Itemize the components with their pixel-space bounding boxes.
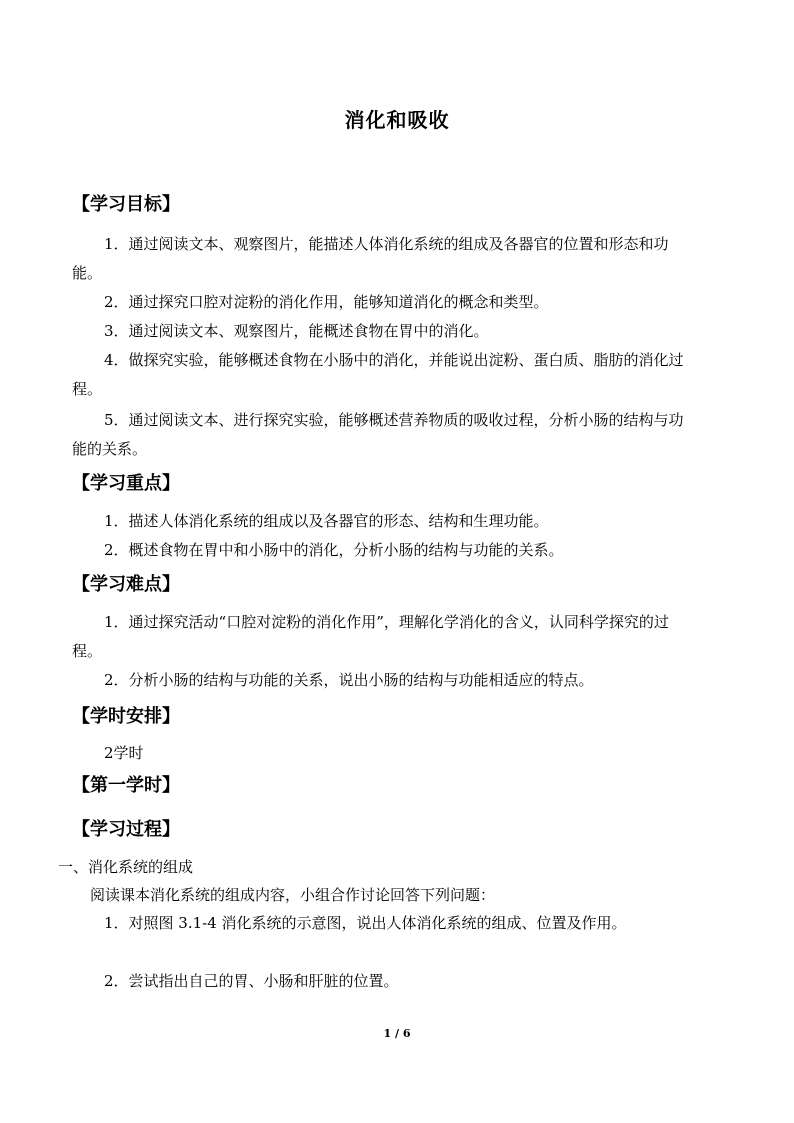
goal-line: 5．通过阅读文本、进行探究实验，能够概述营养物质的吸收过程，分析小肠的结构与功 [104,411,684,429]
section-heading-schedule: 【学时安排】 [72,706,180,727]
goal-line: 程。 [72,380,103,398]
page-number: 1 / 6 [383,1027,411,1040]
section-heading-key-points: 【学习重点】 [72,473,180,494]
difficulty-line: 1．通过探究活动“口腔对淀粉的消化作用”，理解化学消化的含义，认同科学探究的过 [104,613,669,631]
schedule-text: 2学时 [104,744,144,762]
section-heading-goals: 【学习目标】 [72,194,180,215]
process-question: 2．尝试指出自己的胃、小肠和肝脏的位置。 [104,972,399,990]
document-title: 消化和吸收 [344,108,450,132]
section-heading-process: 【学习过程】 [72,819,180,840]
process-line: 阅读课本消化系统的组成内容，小组合作讨论回答下列问题： [90,886,496,904]
goal-line: 1．通过阅读文本、观察图片，能描述人体消化系统的组成及各器官的位置和形态和功 [104,235,669,253]
process-subheading: 一、消化系统的组成 [58,858,194,876]
goal-line: 能。 [72,264,103,282]
process-question: 1．对照图 3.1-4 消化系统的示意图，说出人体消化系统的组成、位置及作用。 [104,914,627,932]
goal-line: 能的关系。 [72,440,148,458]
key-point-line: 2．概述食物在胃中和小肠中的消化，分析小肠的结构与功能的关系。 [104,541,564,559]
difficulty-line: 2．分析小肠的结构与功能的关系，说出小肠的结构与功能相适应的特点。 [104,671,594,689]
goal-line: 4．做探究实验，能够概述食物在小肠中的消化，并能说出淀粉、蛋白质、脂肪的消化过 [104,351,684,369]
section-heading-difficulties: 【学习难点】 [72,574,180,595]
key-point-line: 1．描述人体消化系统的组成以及各器官的形态、结构和生理功能。 [104,512,549,530]
goal-line: 2．通过探究口腔对淀粉的消化作用，能够知道消化的概念和类型。 [104,293,549,311]
goal-line: 3．通过阅读文本、观察图片，能概述食物在胃中的消化。 [104,322,489,340]
difficulty-line: 程。 [72,642,103,660]
section-heading-first-period: 【第一学时】 [72,775,180,796]
